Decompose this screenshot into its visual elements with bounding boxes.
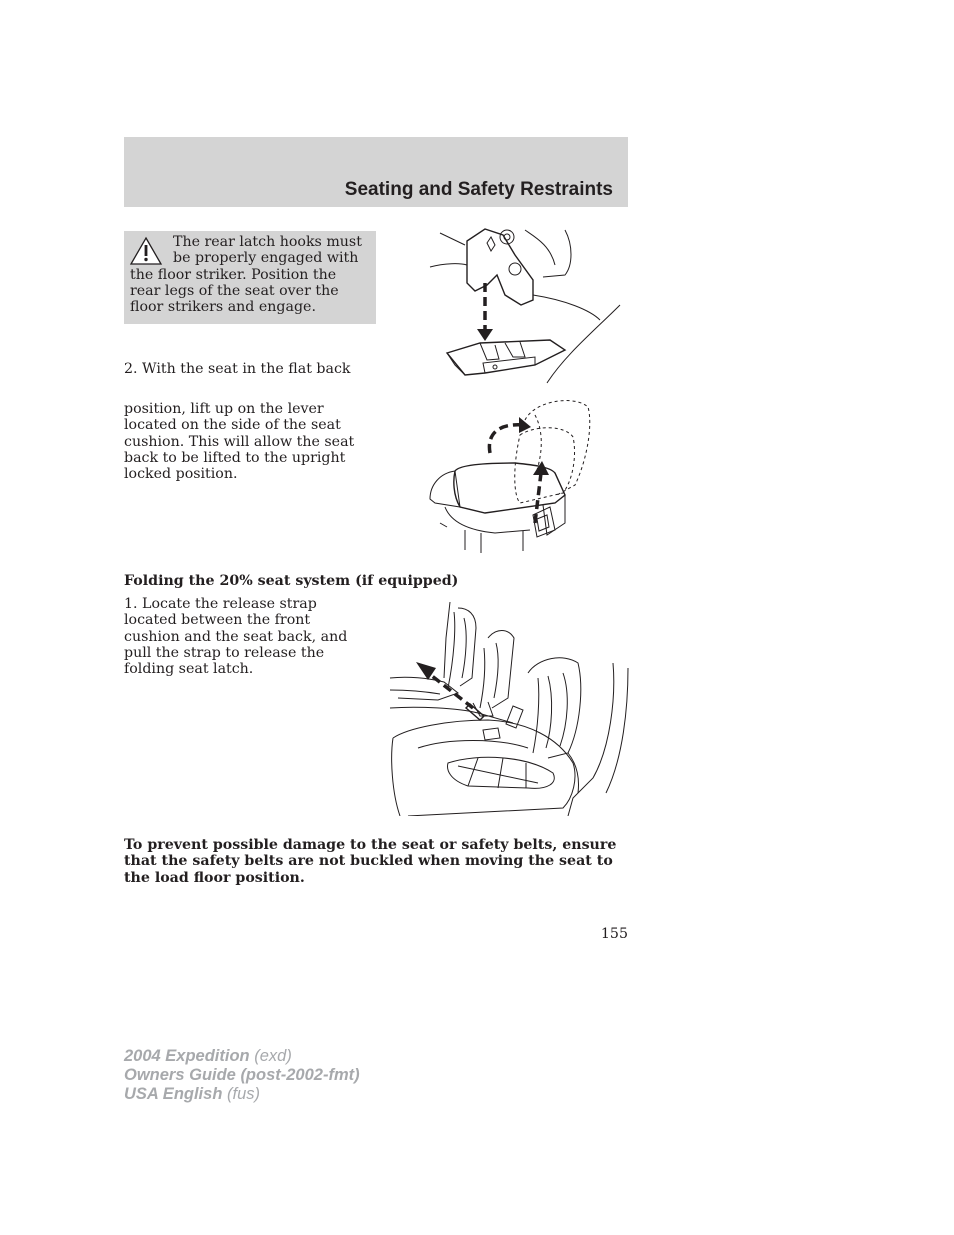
latch-hook-illustration [425, 225, 625, 385]
footer-model-code: (exd) [254, 1047, 292, 1065]
release-strap-illustration [388, 598, 630, 816]
footer-guide: Owners Guide (post-2002-fmt) [124, 1066, 360, 1084]
footer-language: USA English [124, 1085, 223, 1103]
section2-heading: Folding the 20% seat system (if equipped) [124, 573, 459, 589]
footer-language-code: (fus) [227, 1085, 260, 1103]
caution-text: To prevent possible damage to the seat or safety belts, ensure that the safety belts are not buckled when moving the seat to the load floor position. [124, 837, 617, 886]
warning-text: The rear latch hooks must be properly engaged with the floor striker. Position the rear legs of the seat over the floor strikers and engage. [130, 234, 362, 316]
warning-box [124, 231, 376, 324]
document-footer [124, 1047, 360, 1104]
section2-step1: 1. Locate the release strap located between the front cushion and the seat back, and pull the strap to release the folding seat latch. [124, 596, 348, 678]
seat-back-lift-illustration [425, 395, 595, 555]
section-header [124, 137, 628, 207]
step2-line1: 2. With the seat in the flat back [124, 361, 351, 377]
footer-model: 2004 Expedition [124, 1047, 250, 1065]
step2-text: position, lift up on the lever located on the side of the seat cushion. This will allow the seat back to be lifted to the upright locked position. [124, 401, 355, 483]
page-number: 155 [600, 926, 628, 942]
section-title: Seating and Safety Restraints [344, 179, 613, 200]
